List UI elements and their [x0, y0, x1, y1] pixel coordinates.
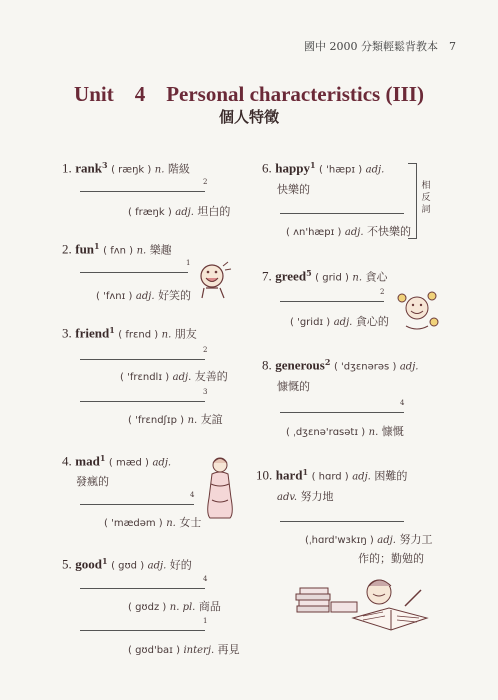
blank-line [80, 191, 205, 192]
meaning: 好的 [169, 558, 192, 572]
part-of-speech: adj. [333, 317, 353, 328]
level-number: 5 [306, 268, 312, 278]
part-of-speech: adj. [365, 164, 385, 176]
meaning: 朋友 [174, 327, 197, 341]
part-of-speech: n. [166, 518, 176, 529]
phonetic: ( 'mædəm ) [104, 518, 163, 529]
entry-mad-derivative [104, 514, 201, 530]
headword: good [75, 556, 102, 572]
level-number: 2 [380, 288, 385, 296]
part-of-speech: adj. [152, 457, 172, 469]
level-number: 1 [203, 617, 208, 625]
lady-illustration [200, 454, 240, 522]
phonetic: ( ˌdʒɛnə'rɑsətɪ ) [286, 427, 366, 438]
entry-mad-headword [62, 453, 171, 470]
level-number: 4 [190, 491, 195, 499]
entry-fun-derivative [96, 287, 191, 303]
level-number: 2 [203, 178, 208, 186]
headword: happy [275, 160, 310, 176]
phonetic: ( 'dʒɛnərəs ) [333, 361, 397, 373]
entry-good-derivative-2 [128, 641, 240, 657]
entry-greed-headword [262, 268, 388, 285]
entry-fun-headword [62, 241, 172, 258]
blank-line [280, 412, 404, 413]
part-of-speech: n. [154, 164, 165, 176]
entry-number: 5. [62, 556, 72, 572]
blank-line [80, 401, 205, 402]
entry-number: 8. [262, 357, 272, 373]
part-of-speech: interj. [183, 645, 215, 656]
level-number: 4 [203, 575, 208, 583]
headword: hard [275, 467, 303, 483]
meaning: 貪心 [365, 270, 388, 284]
part-of-speech: adj. [352, 471, 371, 483]
entry-hard-derivative [305, 531, 432, 547]
meaning: 女士 [179, 516, 202, 529]
running-header: 國中 2000 分類輕鬆背教本 7 [304, 40, 456, 53]
phonetic: ( 'hæpɪ ) [319, 164, 363, 176]
phonetic: ( frɛnd ) [118, 329, 159, 341]
part-of-speech: adv. [277, 492, 298, 503]
entry-number: 10. [256, 467, 273, 483]
level-number: 3 [101, 160, 108, 170]
meaning: 快樂的 [277, 183, 310, 196]
part-of-speech: n. [187, 415, 198, 426]
laughing-kid-illustration [192, 258, 236, 302]
headword: friend [75, 325, 110, 341]
part-of-speech: adj. [344, 227, 364, 238]
entry-happy-derivative [286, 223, 411, 239]
level-number: 1 [109, 325, 115, 335]
phonetic: ( 'frɛndʃɪp ) [128, 415, 185, 426]
phonetic: ( 'frɛndlɪ ) [120, 372, 170, 383]
headword: fun [75, 241, 95, 257]
page-subtitle: 個人特徵 [218, 108, 279, 126]
phonetic: ( hɑrd ) [311, 471, 349, 483]
meaning: 階級 [167, 162, 190, 176]
headword: rank [75, 160, 102, 176]
blank-line [80, 588, 205, 589]
entry-happy-headword [262, 160, 384, 177]
meaning: 友善的 [194, 370, 228, 383]
phonetic: ( gʊd'baɪ ) [128, 645, 180, 656]
blank-line [80, 630, 205, 631]
part-of-speech: n. [136, 245, 147, 257]
phonetic: ( gʊd ) [111, 560, 145, 572]
headword: greed [275, 268, 307, 284]
blank-line [80, 272, 188, 273]
phonetic: ( 'fʌnɪ ) [96, 291, 133, 302]
headword: generous [275, 357, 325, 373]
meaning: 困難的 [374, 469, 408, 483]
part-of-speech: n. pl. [169, 602, 196, 613]
entry-rank-headword [62, 160, 190, 177]
level-number: 2 [203, 346, 208, 354]
entry-greed-derivative [290, 313, 389, 329]
entry-friend-derivative-2 [128, 411, 223, 427]
phonetic: ( mæd ) [108, 457, 149, 469]
entry-good-headword [62, 556, 192, 573]
level-number: 1 [302, 467, 309, 477]
meaning: 好笑的 [158, 289, 192, 302]
entry-rank-derivative [128, 203, 230, 219]
part-of-speech: adj. [175, 207, 194, 218]
antonym-label: 相反詞 [421, 181, 431, 215]
entry-number: 1. [62, 160, 72, 176]
part-of-speech: n. [368, 427, 379, 438]
entry-generous-headword [262, 357, 419, 374]
blank-line [80, 359, 205, 360]
entry-friend-headword [62, 325, 197, 342]
phonetic: ( grid ) [315, 272, 349, 284]
studying-student-illustration [293, 572, 443, 634]
part-of-speech: n. [161, 329, 172, 341]
page-title: Unit 4 Personal characteristics (III) [74, 82, 424, 106]
entry-friend-derivative-1 [120, 368, 228, 384]
headword: mad [75, 453, 100, 469]
entry-number: 4. [62, 453, 72, 469]
meaning: 友誼 [200, 413, 223, 426]
phonetic: ( ʌn'hæpɪ ) [286, 227, 342, 238]
level-number: 2 [324, 357, 331, 367]
level-number: 1 [186, 259, 191, 267]
phonetic: (ˌhɑrd'wɜkɪŋ ) [305, 535, 374, 546]
part-of-speech: adj. [147, 560, 167, 572]
level-number: 4 [400, 399, 405, 407]
level-number: 1 [101, 556, 108, 566]
blank-line [80, 504, 194, 505]
meaning: 樂趣 [149, 243, 172, 257]
level-number: 1 [94, 241, 100, 251]
level-number: 1 [99, 453, 106, 463]
greedy-character-illustration [394, 288, 440, 334]
part-of-speech: adj. [135, 291, 155, 302]
entry-hard-adverb [277, 488, 334, 504]
meaning: 貪心的 [355, 315, 389, 328]
meaning: 不快樂的 [367, 225, 412, 238]
meaning: 再見 [217, 643, 240, 656]
meaning: 努力工 [399, 533, 433, 546]
meaning: 坦白的 [197, 205, 231, 218]
part-of-speech: adj. [377, 535, 396, 546]
meaning: 慷慨的 [277, 380, 310, 393]
part-of-speech: adj. [172, 372, 192, 383]
entry-generous-derivative [286, 423, 404, 439]
meaning: 慷慨 [381, 425, 404, 438]
level-number: 3 [203, 388, 208, 396]
blank-line [280, 301, 384, 302]
phonetic: ( gʊdz ) [128, 602, 167, 613]
entry-good-derivative-1 [128, 598, 221, 614]
meaning: 作的；勤勉的 [358, 552, 424, 565]
blank-line [280, 213, 404, 214]
phonetic: ( fræŋk ) [128, 207, 172, 218]
meaning: 發瘋的 [76, 475, 109, 488]
meaning: 商品 [198, 600, 221, 613]
entry-number: 2. [62, 241, 72, 257]
phonetic: ( 'gridɪ ) [290, 317, 331, 328]
part-of-speech: adj. [399, 361, 419, 373]
part-of-speech: n. [352, 272, 363, 284]
phonetic: ( ræŋk ) [111, 164, 152, 176]
entry-number: 3. [62, 325, 72, 341]
blank-line [280, 521, 404, 522]
level-number: 1 [309, 160, 316, 170]
phonetic: ( fʌn ) [103, 245, 134, 257]
entry-number: 7. [262, 268, 272, 284]
antonym-bracket [408, 163, 417, 239]
entry-hard-headword [256, 467, 407, 484]
meaning: 努力地 [300, 490, 334, 503]
entry-number: 6. [262, 160, 272, 176]
